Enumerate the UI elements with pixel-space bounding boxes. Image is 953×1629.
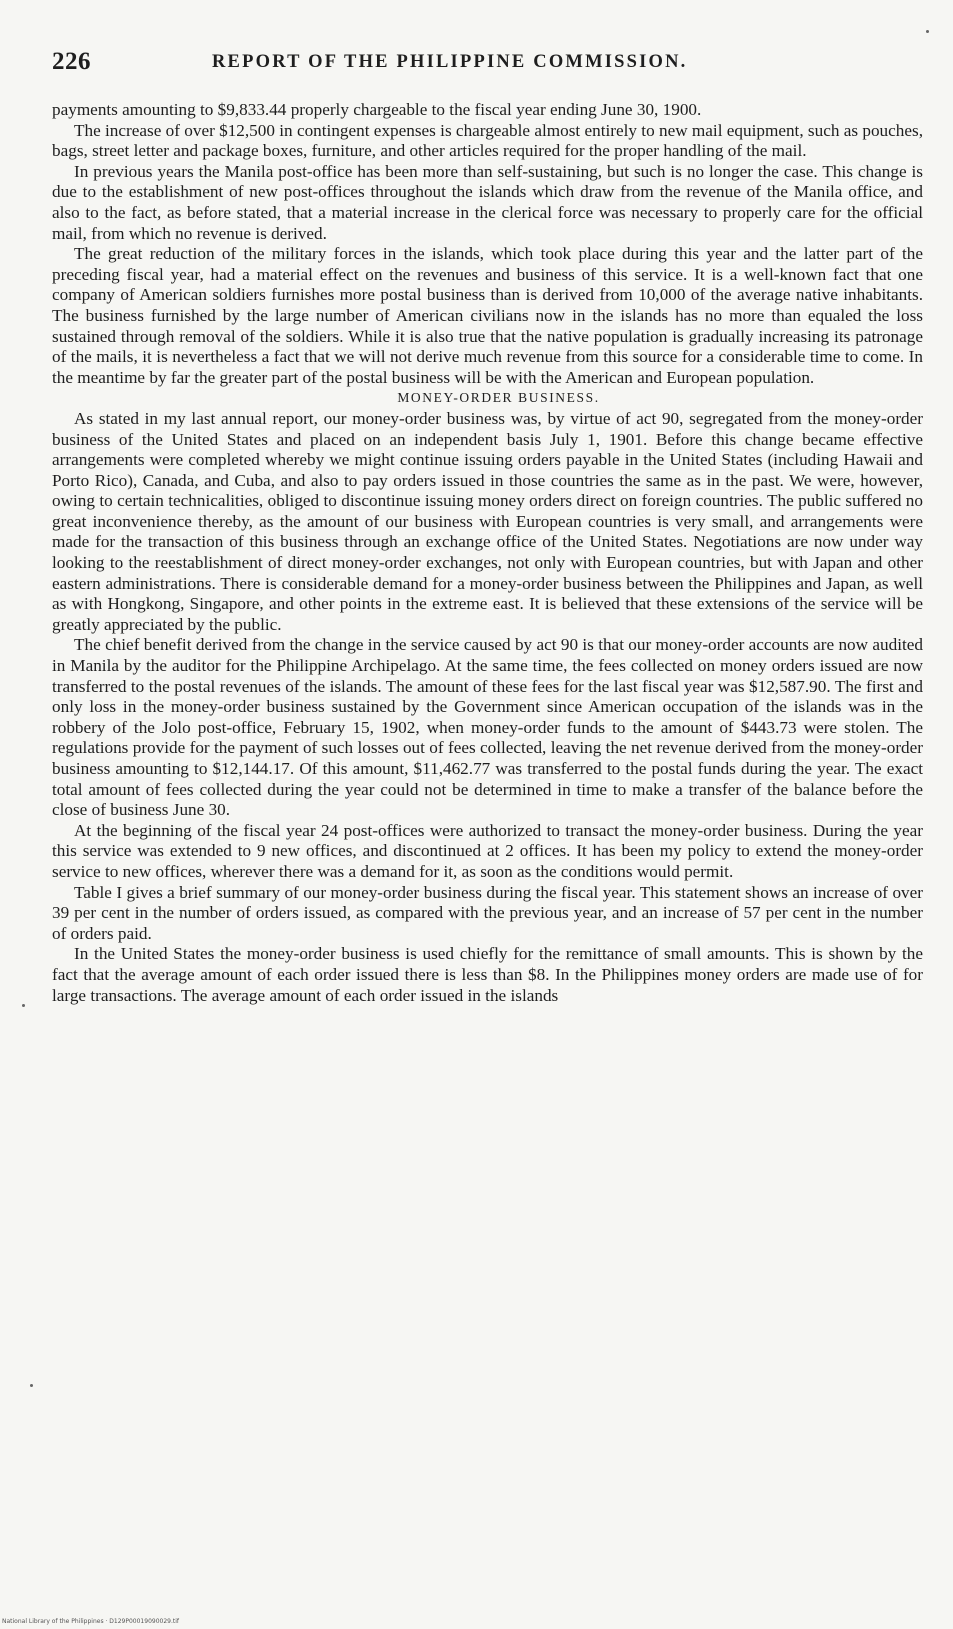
section-heading: MONEY-ORDER BUSINESS. xyxy=(397,390,600,406)
paragraph-manila-post-office: In previous years the Manila post-office has been more than self-sustaining, but such is no longer the case. This change is due to the establishment of new post-offices throughout the islands which draw from the revenue of the Manila office, and also to the fact, as before stated, that a material increase in the clerical force was necessary to properly care for the official mail, from which no revenue is derived. xyxy=(52,161,923,243)
scan-speck xyxy=(926,30,929,33)
scan-speck xyxy=(30,1384,33,1387)
paragraph-table-summary: Table I gives a brief summary of our money-order business during the fiscal year. This statement shows an increase of over 39 per cent in the number of orders issued, as compared with the previous year, and an increase of 57 per cent in the number of orders paid. xyxy=(52,882,923,943)
paragraph-money-order-history: As stated in my last annual report, our money-order business was, by virtue of act 90, segregated from the money-order business of the United States and placed on an independent basis July 1, 1901. Before this change became effective arrangements were completed whereby we might continue issuing orders payable in the United States (including Hawaii and Porto Rico), Canada, and Cuba, and also to pay orders issued in those countries the same as in the past. We were, however, owing to certain technicalities, obliged to discontinue issuing money orders direct on foreign countries. The public suffered no great inconvenience thereby, as the amount of our business with European countries is very small, and arrangements were made for the transaction of this business through an exchange office of the United States. Negotiations are now under way looking to the reestablishment of direct money-order exchanges, not only with European countries, but with Japan and other eastern administrations. There is considerable demand for a money-order business between the Philippines and Japan, as well as with Hongkong, Singapore, and other points in the extreme east. It is believed that these extensions of the service will be greatly appreciated by the public. xyxy=(52,408,923,634)
paragraph-united-states-comparison: In the United States the money-order business is used chiefly for the remittance of small amounts. This is shown by the fact that the average amount of each order issued there is less than $8. In the Philippines money orders are made use of for large transactions. The average amount of each order issued in the islands xyxy=(52,944,923,1005)
paragraph-military-reduction: The great reduction of the military forces in the islands, which took place during this year and the latter part of the preceding fiscal year, had a material effect on the revenues and business of this service. It is a well-known fact that one company of American soldiers furnishes more postal business than is derived from 10,000 of the average native inhabitants. The business furnished by the large number of American civilians now in the islands has no more than equaled the loss sustained through removal of the soldiers. While it is also true that the native population is gradually increasing its patronage of the mails, it is nevertheless a fact that we will not derive much revenue from this source for a considerable time to come. In the meantime by far the greater part of the postal business will be with the American and European population. xyxy=(52,244,923,387)
page-number: 226 xyxy=(52,48,91,75)
scan-footer: National Library of the Philippines · D129P00019090029.tif xyxy=(2,1618,180,1625)
page-header xyxy=(52,48,912,78)
paragraph-post-offices-authorized: At the beginning of the fiscal year 24 post-offices were authorized to transact the money-order business. During the year this service was extended to 9 new offices, and discontinued at 2 offices. It has been my policy to extend the money-order service to new offices, wherever there was a demand for it, as soon as the conditions would permit. xyxy=(52,820,923,881)
scan-speck xyxy=(22,1004,25,1007)
body-text xyxy=(52,100,923,1006)
paragraph-continued: payments amounting to $9,833.44 properly chargeable to the fiscal year ending June 30, 1900. xyxy=(52,100,702,119)
paragraph-contingent-expenses: The increase of over $12,500 in contingent expenses is chargeable almost entirely to new mail equipment, such as pouches, bags, street letter and package boxes, furniture, and other articles required for the proper handling of the mail. xyxy=(52,120,923,161)
running-title: REPORT OF THE PHILIPPINE COMMISSION. xyxy=(212,52,688,72)
paragraph-chief-benefit: The chief benefit derived from the change in the service caused by act 90 is that our money-order accounts are now audited in Manila by the auditor for the Philippine Archipelago. At the same time, the fees collected on money orders issued are now transferred to the postal revenues of the islands. The amount of these fees for the last fiscal year was $12,587.90. The first and only loss in the money-order business sustained by the Government since American occupation of the islands was in the robbery of the Jolo post-office, February 15, 1902, when money-order funds to the amount of $443.73 were stolen. The regulations provide for the payment of such losses out of fees collected, leaving the net revenue derived from the money-order business amounting to $12,144.17. Of this amount, $11,462.77 was transferred to the postal funds during the year. The exact total amount of fees collected during the year could not be determined in time to make a transfer of the balance before the close of business June 30. xyxy=(52,635,923,820)
